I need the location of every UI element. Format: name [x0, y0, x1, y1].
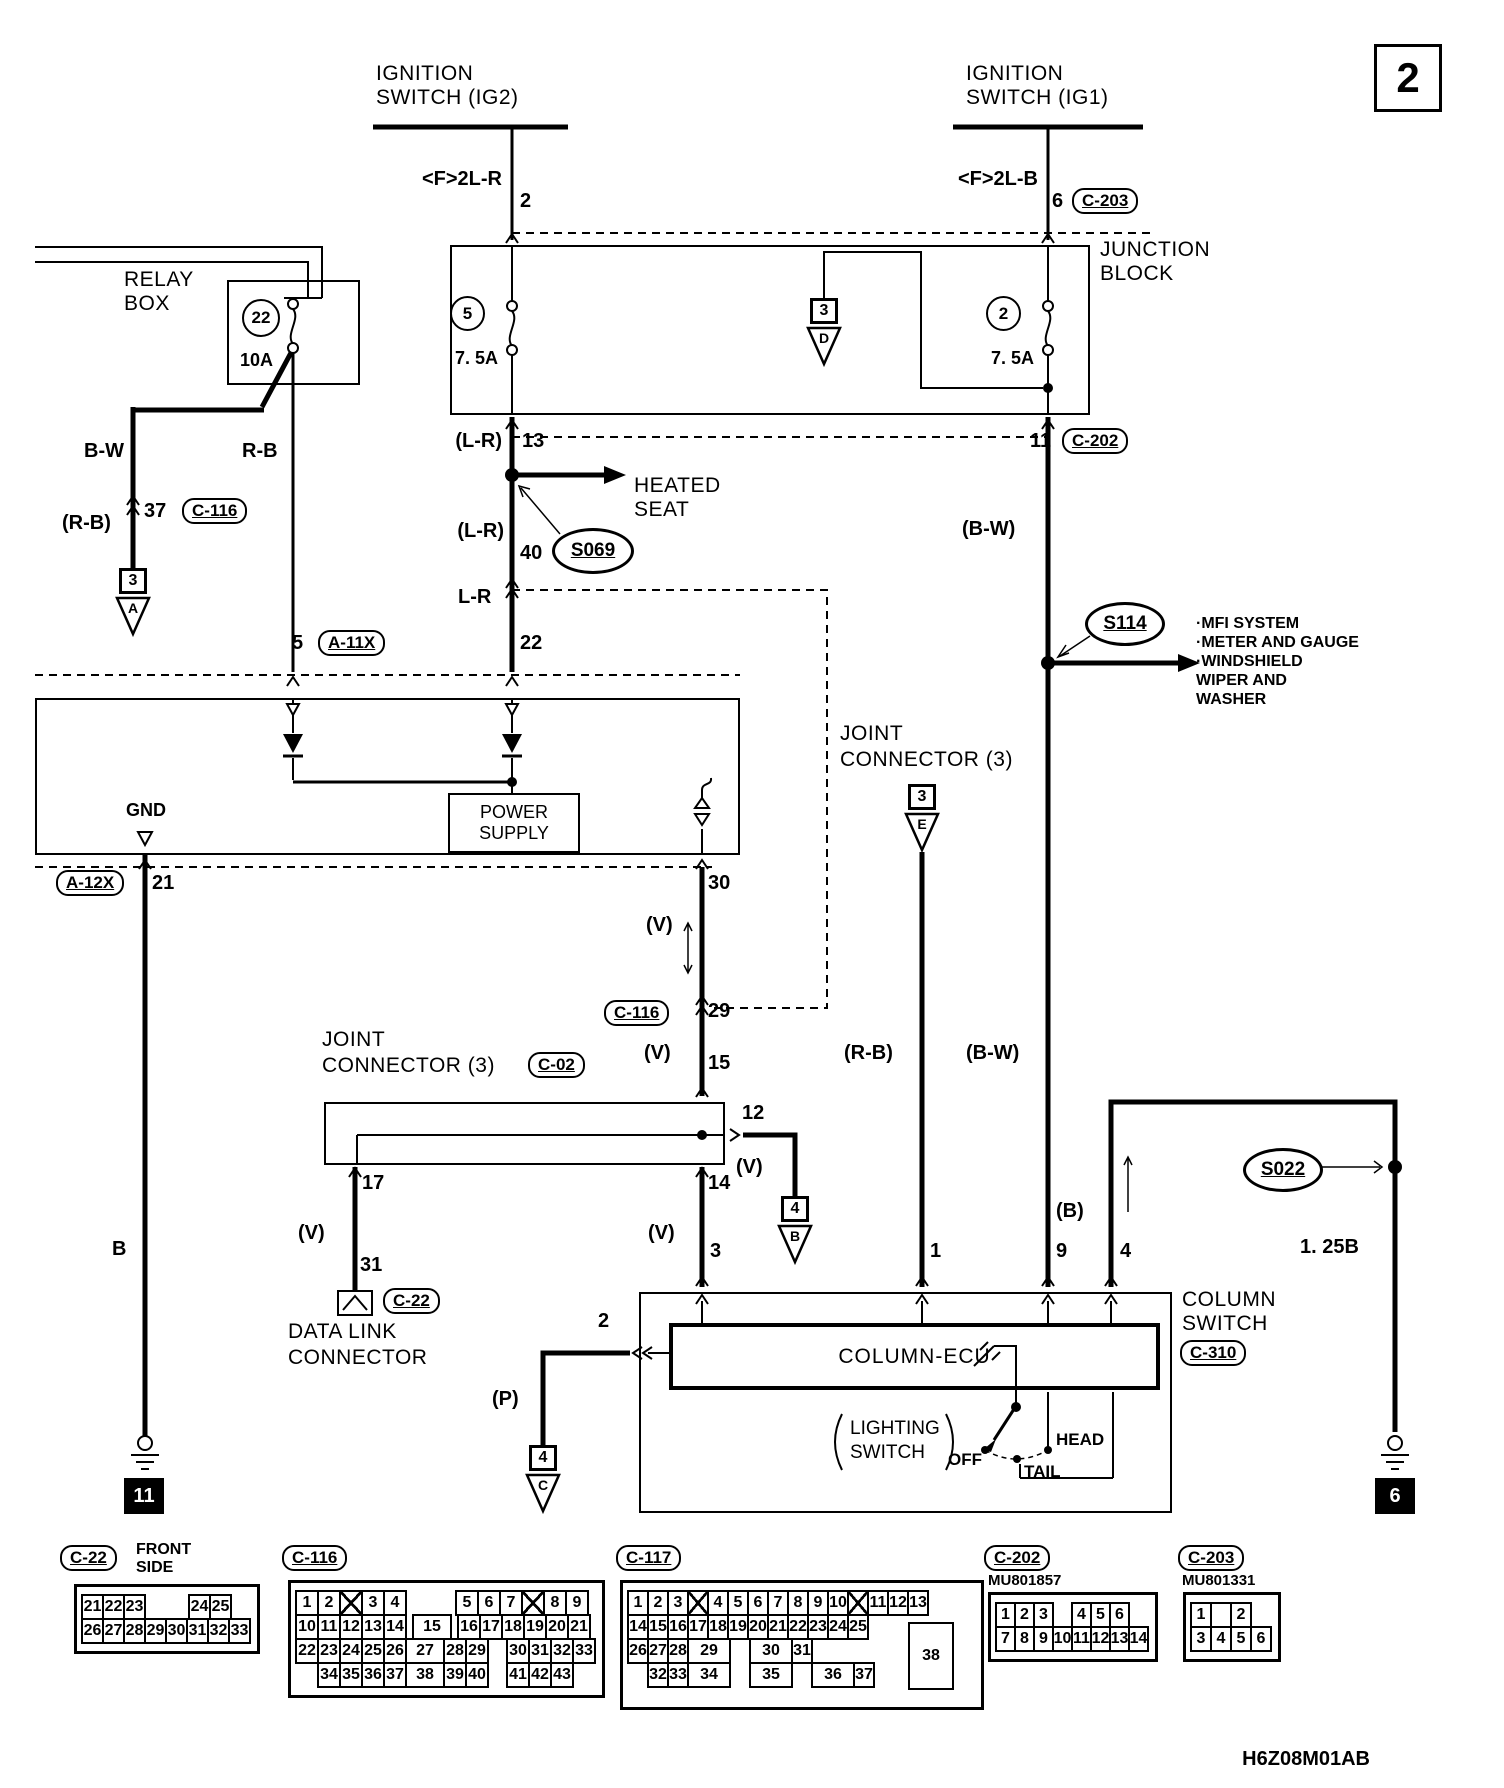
pin-cell: 20	[545, 1614, 569, 1640]
pin-cell: 41	[506, 1662, 530, 1688]
pin-cell: 5	[1090, 1602, 1111, 1628]
s114-target-list	[1196, 614, 1359, 709]
ig1-pin: 6	[1052, 190, 1064, 212]
pin-cell: 31	[528, 1638, 552, 1664]
pin-cell: 30	[165, 1618, 188, 1644]
pin-cell: 28	[443, 1638, 467, 1664]
pin-cell: 9	[1033, 1626, 1054, 1652]
pin-cell: 17	[479, 1614, 503, 1640]
pin-cell: 11	[317, 1614, 341, 1640]
pin-cell	[729, 1638, 751, 1664]
pin-cell	[295, 1662, 319, 1688]
connector-label-c310: C-310	[1180, 1340, 1246, 1366]
pin-cell	[729, 1662, 751, 1688]
pin-cell: 26	[383, 1638, 407, 1664]
pin-cell	[405, 1590, 457, 1616]
connector-c116-pinout	[288, 1580, 605, 1698]
pin-cell: 2	[647, 1590, 669, 1616]
pin-cell: 28	[667, 1638, 689, 1664]
pin-cell: 40	[465, 1662, 489, 1688]
wire-bw-paren-2: (B-W)	[966, 1042, 1020, 1064]
pin-14: 14	[708, 1172, 731, 1194]
pin-cell: 30	[506, 1638, 530, 1664]
pin-cell: 10	[295, 1614, 319, 1640]
ig1-title-2: SWITCH (IG1)	[966, 86, 1109, 109]
pin-22: 22	[520, 632, 543, 654]
pin-cell: 18	[501, 1614, 525, 1640]
pin-cell: 7	[499, 1590, 523, 1616]
diagram-code: H6Z08M01AB	[1242, 1748, 1370, 1770]
joint-connector-c02-box	[324, 1102, 725, 1165]
dest-box-d	[810, 298, 838, 324]
pin-cell: 6	[747, 1590, 769, 1616]
pin-cell: 5	[1230, 1626, 1252, 1652]
pin-40: 40	[520, 542, 543, 564]
connector-c22-pinout	[74, 1584, 260, 1654]
connector-label-c116-left: C-116	[182, 498, 247, 524]
wire-lr-1: (L-R)	[455, 430, 502, 452]
pin-cell: 29	[687, 1638, 731, 1664]
pin-cell: 1	[627, 1590, 649, 1616]
pin-cell: 35	[339, 1662, 363, 1688]
relay-box-name-2: BOX	[124, 292, 170, 315]
pin-2: 2	[598, 1310, 610, 1332]
joint-connector-c02-name-1: JOINT	[322, 1028, 386, 1051]
pin-cell	[339, 1590, 363, 1616]
connector-label-c02: C-02	[528, 1052, 585, 1078]
pin-31: 31	[360, 1254, 383, 1276]
wire-bw-paren-1: (B-W)	[962, 518, 1016, 540]
pin-3: 3	[710, 1240, 722, 1262]
splice-s114: S114	[1085, 602, 1165, 646]
joint-connector-e-name-2: CONNECTOR (3)	[840, 748, 1013, 771]
pin-cell: 12	[1090, 1626, 1111, 1652]
pin-cell: 25	[361, 1638, 385, 1664]
ig2-title-2: SWITCH (IG2)	[376, 86, 519, 109]
dest-letter-e: E	[917, 816, 927, 832]
pin-cell: 38	[405, 1662, 445, 1688]
pin-cell: 32	[207, 1618, 230, 1644]
page-number-box	[1374, 44, 1442, 112]
pin-cell	[521, 1590, 545, 1616]
pin-cell: 8	[1014, 1626, 1035, 1652]
pin-cell: 27	[405, 1638, 445, 1664]
pin-cell: 18	[707, 1614, 729, 1640]
pin-cell: 23	[807, 1614, 829, 1640]
pin-cell: 21	[767, 1614, 789, 1640]
c22-connector-symbol	[337, 1290, 373, 1316]
wire-bw: B-W	[84, 440, 124, 462]
pin-cell: 36	[361, 1662, 385, 1688]
joint-connector-e-name-1: JOINT	[840, 722, 904, 745]
connector-label-c203-top: C-203	[1072, 188, 1138, 214]
pin-cell: 6	[1250, 1626, 1272, 1652]
column-ecu-box	[669, 1323, 1160, 1390]
pin-cell: 13	[361, 1614, 385, 1640]
pin-cell: 8	[787, 1590, 809, 1616]
joint-connector-c02-name-2: CONNECTOR (3)	[322, 1054, 495, 1077]
switch-pos-tail: TAIL	[1024, 1462, 1061, 1481]
pin-1: 1	[930, 1240, 942, 1262]
fuse-22-number: 22	[242, 299, 280, 337]
pin-cell: 43	[550, 1662, 574, 1688]
pin-cell: 24	[827, 1614, 849, 1640]
dest-box-c-num: 4	[538, 1449, 548, 1466]
c22-note-2: SIDE	[136, 1559, 174, 1576]
pin-4: 4	[1120, 1240, 1132, 1262]
pin-cell: 4	[1071, 1602, 1092, 1628]
pin-cell	[487, 1662, 508, 1688]
wire-lr-plain: L-R	[458, 586, 492, 608]
switch-pos-off: OFF	[948, 1450, 982, 1469]
pin-cell: 19	[523, 1614, 547, 1640]
pin-cell: 19	[727, 1614, 749, 1640]
pin-row	[629, 1590, 975, 1616]
pin-cell: 12	[887, 1590, 909, 1616]
connector-label-c203-bottom: C-203	[1178, 1545, 1244, 1571]
relay-box-name-1: RELAY	[124, 268, 194, 291]
pin-cell: 14	[1128, 1626, 1149, 1652]
pin-cell: 4	[1210, 1626, 1232, 1652]
splice-s069: S069	[552, 528, 634, 574]
pin-cell: 15	[647, 1614, 669, 1640]
pin-cell: 23	[317, 1638, 341, 1664]
column-switch-name-1: COLUMN	[1182, 1288, 1277, 1311]
s114-target: ·WINDSHIELD	[1196, 653, 1303, 670]
pin-cell: 37	[383, 1662, 407, 1688]
wire-gauge-125b: 1. 25B	[1300, 1236, 1359, 1258]
page-number: 2	[1396, 54, 1420, 101]
pin-cell: 14	[383, 1614, 407, 1640]
pin-cell: 28	[123, 1618, 146, 1644]
pin-cell: 35	[749, 1662, 793, 1688]
fuse-2-amp: 7. 5A	[990, 348, 1034, 368]
pin-cell: 24	[339, 1638, 363, 1664]
dest-letter-a: A	[127, 600, 139, 616]
pin-cell: 2	[1230, 1602, 1252, 1628]
pin-cell: 1	[1190, 1602, 1212, 1628]
pin-cell: 27	[102, 1618, 125, 1644]
pin-cell: 3	[1190, 1626, 1212, 1652]
pin-cell: 14	[627, 1614, 649, 1640]
pin-cell: 42	[528, 1662, 552, 1688]
pin-cell: 9	[565, 1590, 589, 1616]
fuse-5-number: 5	[450, 296, 485, 331]
pin-cell: 6	[1109, 1602, 1130, 1628]
pin-cell: 37	[853, 1662, 875, 1688]
pin-cell: 39	[443, 1662, 467, 1688]
pin-cell: 13	[907, 1590, 929, 1616]
pin-cell: 32	[647, 1662, 669, 1688]
pin-cell: 6	[477, 1590, 501, 1616]
dest-box-a	[119, 568, 147, 594]
pin-30: 30	[708, 872, 731, 894]
splice-s022: S022	[1243, 1148, 1323, 1192]
connector-label-c116-bottom: C-116	[282, 1545, 347, 1571]
pin-row	[297, 1614, 596, 1640]
fuse-2-number: 2	[986, 296, 1021, 331]
heated-seat-label-1: HEATED	[634, 474, 721, 497]
pin-cell: 16	[457, 1614, 481, 1640]
pin-cell: 11	[1071, 1626, 1092, 1652]
dest-letter-b: B	[789, 1228, 801, 1244]
dest-box-c	[529, 1445, 557, 1471]
data-link-label-2: CONNECTOR	[288, 1346, 428, 1369]
junction-block-name-1: JUNCTION	[1100, 238, 1211, 261]
s114-target: ·METER AND GAUGE	[1196, 634, 1359, 651]
pin-cell: 17	[687, 1614, 709, 1640]
column-ecu-label: COLUMN-ECU	[838, 1344, 991, 1368]
connector-label-c117-bottom: C-117	[616, 1545, 681, 1571]
pin-cell: 3	[1033, 1602, 1054, 1628]
pin-cell: 16	[667, 1614, 689, 1640]
ig2-pin: 2	[520, 190, 532, 212]
wire-v-5: (V)	[736, 1156, 763, 1178]
pin-cell: 36	[811, 1662, 855, 1688]
medium-wires	[283, 127, 1048, 782]
pin-cell: 33	[228, 1618, 251, 1644]
c117-pin-38: 38	[908, 1622, 954, 1690]
pin-cell: 3	[361, 1590, 385, 1616]
pin-cell: 5	[727, 1590, 749, 1616]
ground-point-11: 11	[124, 1478, 164, 1514]
dest-box-a-num: 3	[128, 572, 138, 589]
connector-label-c202-bottom: C-202	[984, 1545, 1050, 1571]
column-switch-name-2: SWITCH	[1182, 1312, 1268, 1335]
pin-cell: 7	[995, 1626, 1016, 1652]
pin-cell	[627, 1662, 649, 1688]
pin-cell	[144, 1594, 190, 1620]
ig1-title-1: IGNITION	[966, 62, 1064, 85]
wire-v-3: (V)	[648, 1222, 675, 1244]
ig2-title-1: IGNITION	[376, 62, 474, 85]
pin-cell: 32	[550, 1638, 574, 1664]
dest-box-e	[908, 784, 936, 810]
pin-cell: 15	[412, 1614, 452, 1640]
pin-cell	[687, 1590, 709, 1616]
pin-row	[997, 1626, 1149, 1652]
pin-cell: 33	[572, 1638, 596, 1664]
c202-part-number: MU801857	[988, 1572, 1062, 1589]
pin-cell: 12	[339, 1614, 363, 1640]
pin-17: 17	[362, 1172, 385, 1194]
pin-cell: 26	[81, 1618, 104, 1644]
pin-row	[83, 1594, 251, 1620]
pin-cell: 4	[383, 1590, 407, 1616]
c203-part-number: MU801331	[1182, 1572, 1256, 1589]
pin-cell: 33	[667, 1662, 689, 1688]
pin-cell: 34	[317, 1662, 341, 1688]
connector-label-a11x: A-11X	[318, 630, 385, 656]
pin-cell: 31	[791, 1638, 813, 1664]
power-supply-label-1: POWER	[479, 802, 548, 822]
pin-cell: 1	[995, 1602, 1016, 1628]
pin-row	[997, 1602, 1149, 1628]
pin-cell: 29	[465, 1638, 489, 1664]
gnd-label: GND	[126, 800, 166, 820]
lighting-switch-label-1: LIGHTING	[850, 1418, 940, 1439]
wire-rb: R-B	[242, 440, 278, 462]
fuse-22-amp: 10A	[240, 350, 274, 370]
dest-box-e-num: 3	[917, 788, 927, 805]
junction-block-name-2: BLOCK	[1100, 262, 1174, 285]
pin-row	[83, 1618, 251, 1644]
pin-cell: 13	[1109, 1626, 1130, 1652]
wire-lr-2: (L-R)	[457, 520, 504, 542]
connector-c202-pinout	[988, 1592, 1158, 1662]
connector-label-c116-center: C-116	[604, 1000, 669, 1026]
pin-cell: 3	[667, 1590, 689, 1616]
wire-b: B	[112, 1238, 127, 1260]
pin-37: 37	[144, 500, 167, 522]
pin-cell: 22	[295, 1638, 319, 1664]
junction-block-box	[450, 245, 1090, 415]
pin-cell: 10	[1052, 1626, 1073, 1652]
pin-21: 21	[152, 872, 175, 894]
pin-29: 29	[708, 1000, 731, 1022]
ground-point-6: 6	[1375, 1478, 1415, 1514]
pin-cell: 26	[627, 1638, 649, 1664]
wire-b-paren: (B)	[1056, 1200, 1084, 1222]
dest-box-d-num: 3	[819, 302, 829, 319]
pin-15: 15	[708, 1052, 731, 1074]
connector-c203-pinout	[1183, 1592, 1281, 1662]
dest-letter-d: D	[818, 330, 830, 346]
pin-cell: 21	[81, 1594, 104, 1620]
pin-cell	[847, 1590, 869, 1616]
pin-cell	[1052, 1602, 1073, 1628]
pin-9: 9	[1056, 1240, 1068, 1262]
pin-cell	[487, 1638, 508, 1664]
pin-row	[1192, 1626, 1272, 1652]
power-supply-label-2: SUPPLY	[479, 823, 549, 843]
pin-cell: 31	[186, 1618, 209, 1644]
pin-row	[297, 1590, 596, 1616]
pin-cell: 9	[807, 1590, 829, 1616]
connector-label-a12x: A-12X	[56, 870, 124, 896]
pin-cell: 7	[767, 1590, 789, 1616]
pin-cell: 8	[543, 1590, 567, 1616]
s114-target: WASHER	[1196, 691, 1267, 708]
lighting-switch-label-2: SWITCH	[850, 1442, 925, 1463]
switch-pos-head: HEAD	[1056, 1430, 1105, 1449]
pin-cell: 5	[455, 1590, 479, 1616]
wire-v-4: (V)	[298, 1222, 325, 1244]
wire-p-paren: (P)	[492, 1388, 519, 1410]
dest-letter-c: C	[537, 1477, 549, 1493]
pin-cell: 11	[867, 1590, 889, 1616]
connector-label-c22-mid: C-22	[383, 1288, 440, 1314]
s114-target: WIPER AND	[1196, 672, 1287, 689]
ig1-wire-code: <F>2L-B	[957, 168, 1038, 190]
dest-box-b-num: 4	[790, 1200, 800, 1217]
pin-cell: 21	[567, 1614, 591, 1640]
pin-cell: 24	[188, 1594, 211, 1620]
heated-seat-label-2: SEAT	[634, 498, 690, 521]
pin-cell: 10	[827, 1590, 849, 1616]
pin-cell	[1210, 1602, 1232, 1628]
fuse-5-amp: 7. 5A	[454, 348, 498, 368]
pin-cell: 2	[1014, 1602, 1035, 1628]
s114-target: ·MFI SYSTEM	[1196, 615, 1300, 632]
power-module-box	[35, 698, 740, 855]
data-link-label-1: DATA LINK	[288, 1320, 397, 1343]
pin-row	[297, 1638, 596, 1664]
pin-cell: 25	[209, 1594, 232, 1620]
pin-12: 12	[742, 1102, 765, 1124]
connector-label-c22-bottom: C-22	[60, 1545, 117, 1571]
pin-row	[297, 1662, 596, 1688]
pin-row	[1192, 1602, 1272, 1628]
pin-cell: 25	[847, 1614, 869, 1640]
pin-cell: 4	[707, 1590, 729, 1616]
pin-cell: 2	[317, 1590, 341, 1616]
pin-cell: 23	[123, 1594, 146, 1620]
pin-cell: 34	[687, 1662, 731, 1688]
pin-cell: 20	[747, 1614, 769, 1640]
wire-v-2: (V)	[644, 1042, 671, 1064]
pin-cell: 1	[295, 1590, 319, 1616]
wire-rb-paren-2: (R-B)	[844, 1042, 893, 1064]
pin-cell: 29	[144, 1618, 167, 1644]
pin-cell: 22	[787, 1614, 809, 1640]
connector-label-c202-top: C-202	[1062, 428, 1128, 454]
pin-cell: 30	[749, 1638, 793, 1664]
ig2-wire-code: <F>2L-R	[421, 168, 502, 190]
pin-11: 11	[1030, 430, 1052, 452]
dest-box-b	[781, 1196, 809, 1222]
pin-13: 13	[522, 430, 545, 452]
power-supply-box	[448, 793, 580, 853]
pin-5: 5	[292, 632, 304, 654]
wire-rb-paren: (R-B)	[62, 512, 111, 534]
pin-cell: 27	[647, 1638, 669, 1664]
c22-note-1: FRONT	[136, 1541, 192, 1558]
wire-v-1: (V)	[646, 914, 673, 936]
pin-cell: 22	[102, 1594, 125, 1620]
pin-cell	[791, 1662, 813, 1688]
